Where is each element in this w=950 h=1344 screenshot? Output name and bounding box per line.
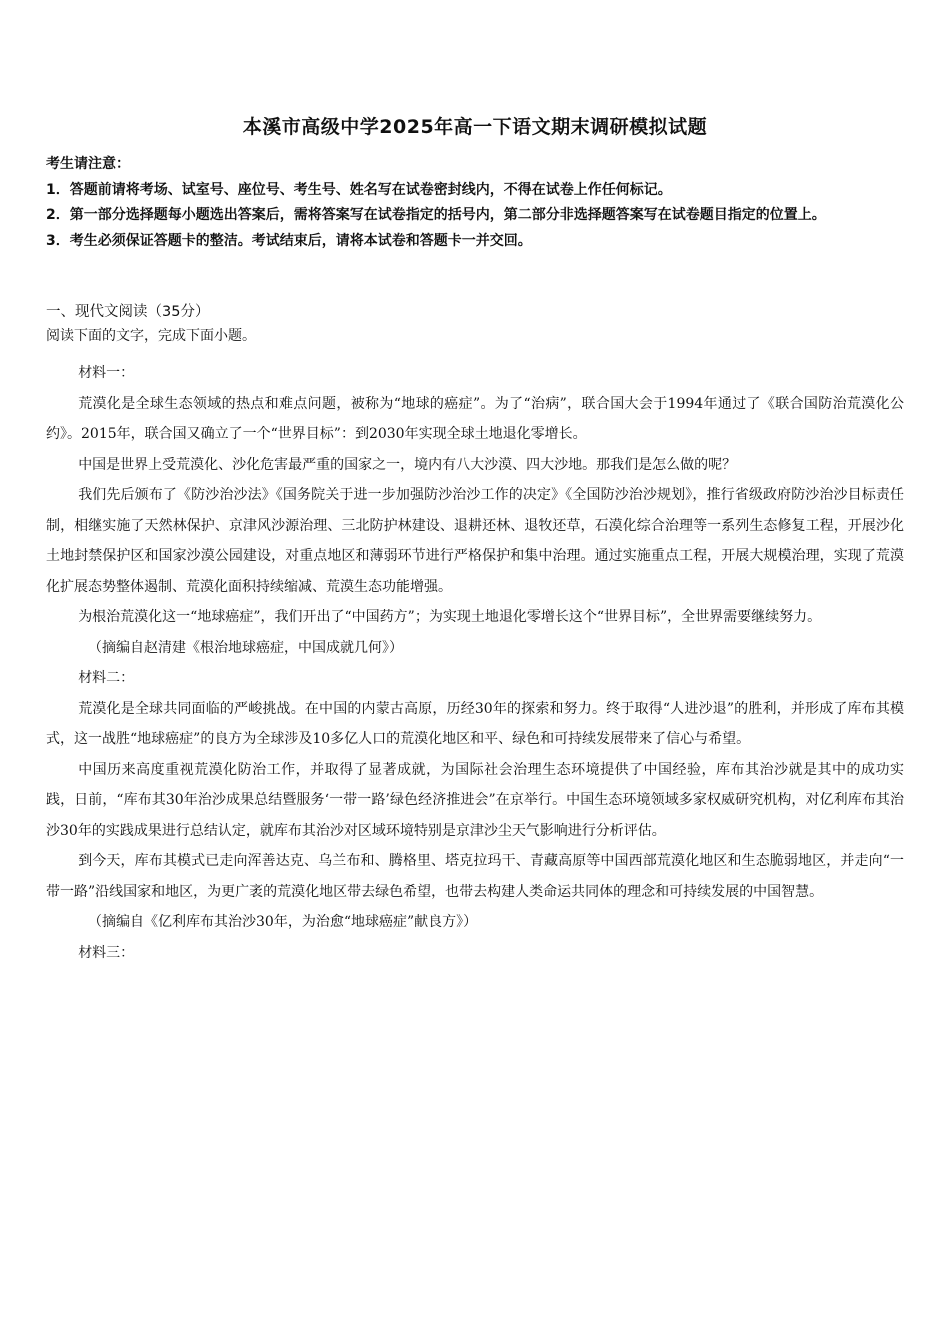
notice-item: 3．考生必须保证答题卡的整洁。考试结束后，请将本试卷和答题卡一并交回。 bbox=[46, 232, 532, 249]
paragraph: 到今天，库布其模式已走向浑善达克、乌兰布和、腾格里、塔克拉玛干、青藏高原等中国西部荒漠化地区和生态脆弱地区，并走向“一带一路”沿线国家和地区，为更广袤的荒漠化地区带去绿色希望，也带去构建人类命运共同体的理念和可持续发展的中国智慧。 bbox=[46, 853, 904, 900]
material-label: 材料三： bbox=[78, 944, 135, 961]
paragraph: 我们先后颁布了《防沙治沙法》《国务院关于进一步加强防沙治沙工作的决定》《全国防沙治沙规划》，推行省级政府防沙治沙目标责任制，相继实施了天然林保护、京津风沙源治理、三北防护林建设、退耕还林、退牧还草，石漠化综合治理等一系列生态修复工程，开展沙化土地封禁保护区和国家沙漠公园建设，对重点地区和薄弱环节进行严格保护和集中治理。通过实施重点工程，开展大规模治理，实现了荒漠化扩展态势整体遏制、荒漠化面积持续缩减、荒漠生态功能增强。 bbox=[46, 487, 904, 595]
paragraph: 中国历来高度重视荒漠化防治工作，并取得了显著成就，为国际社会治理生态环境提供了中国经验，库布其治沙就是其中的成功实践，日前，“库布其30年治沙成果总结暨服务‘一带一路’绿色经济推进会”在京举行。中国生态环境领域多家权威研究机构，对亿利库布其治沙30年的实践成果进行总结认定，就库布其治沙对区域环境特别是京津沙尘天气影响进行分析评估。 bbox=[46, 761, 904, 839]
notice-item: 2．第一部分选择题每小题选出答案后，需将答案写在试卷指定的括号内，第二部分非选择题答案写在试卷题目指定的位置上。 bbox=[46, 207, 826, 223]
material-source: （摘编自《亿利库布其治沙30年，为治愈“地球癌症”献良方》） bbox=[88, 914, 478, 930]
paragraph: 荒漠化是全球生态领域的热点和难点问题，被称为“地球的癌症”。为了“治病”，联合国大会于1994年通过了《联合国防治荒漠化公约》。2015年，联合国又确立了一个“世界目标”：到2030年实现全球土地退化零增长。 bbox=[46, 395, 904, 442]
section-heading: 一、现代文阅读（35分） bbox=[46, 304, 210, 320]
reading-passage bbox=[46, 358, 904, 968]
section-instruction: 阅读下面的文字，完成下面小题。 bbox=[46, 328, 256, 344]
exam-notice bbox=[46, 152, 904, 254]
material-label: 材料二： bbox=[78, 670, 135, 686]
paragraph: 为根治荒漠化这一“地球癌症”，我们开出了“中国药方”；为实现土地退化零增长这个“世界目标”，全世界需要继续努力。 bbox=[78, 609, 822, 625]
paragraph: 荒漠化是全球共同面临的严峻挑战。在中国的内蒙古高原，历经30年的探索和努力。终于取得“人进沙退”的胜利，并形成了库布其模式，这一战胜“地球癌症”的良方为全球涉及10多亿人口的荒漠化地区和平、绿色和可持续发展带来了信心与希望。 bbox=[46, 700, 904, 747]
notice-item: 1．答题前请将考场、试室号、座位号、考生号、姓名写在试卷密封线内，不得在试卷上作任何标记。 bbox=[46, 181, 672, 198]
paragraph: 中国是世界上受荒漠化、沙化危害最严重的国家之一，境内有八大沙漠、四大沙地。那我们是怎么做的呢？ bbox=[78, 456, 737, 473]
page-title: 本溪市高级中学2025年高一下语文期末调研模拟试题 bbox=[242, 116, 708, 138]
material-label: 材料一： bbox=[78, 365, 135, 381]
notice-heading: 考生请注意： bbox=[46, 156, 130, 172]
material-source: （摘编自赵清建《根治地球癌症，中国成就几何》） bbox=[88, 639, 403, 656]
